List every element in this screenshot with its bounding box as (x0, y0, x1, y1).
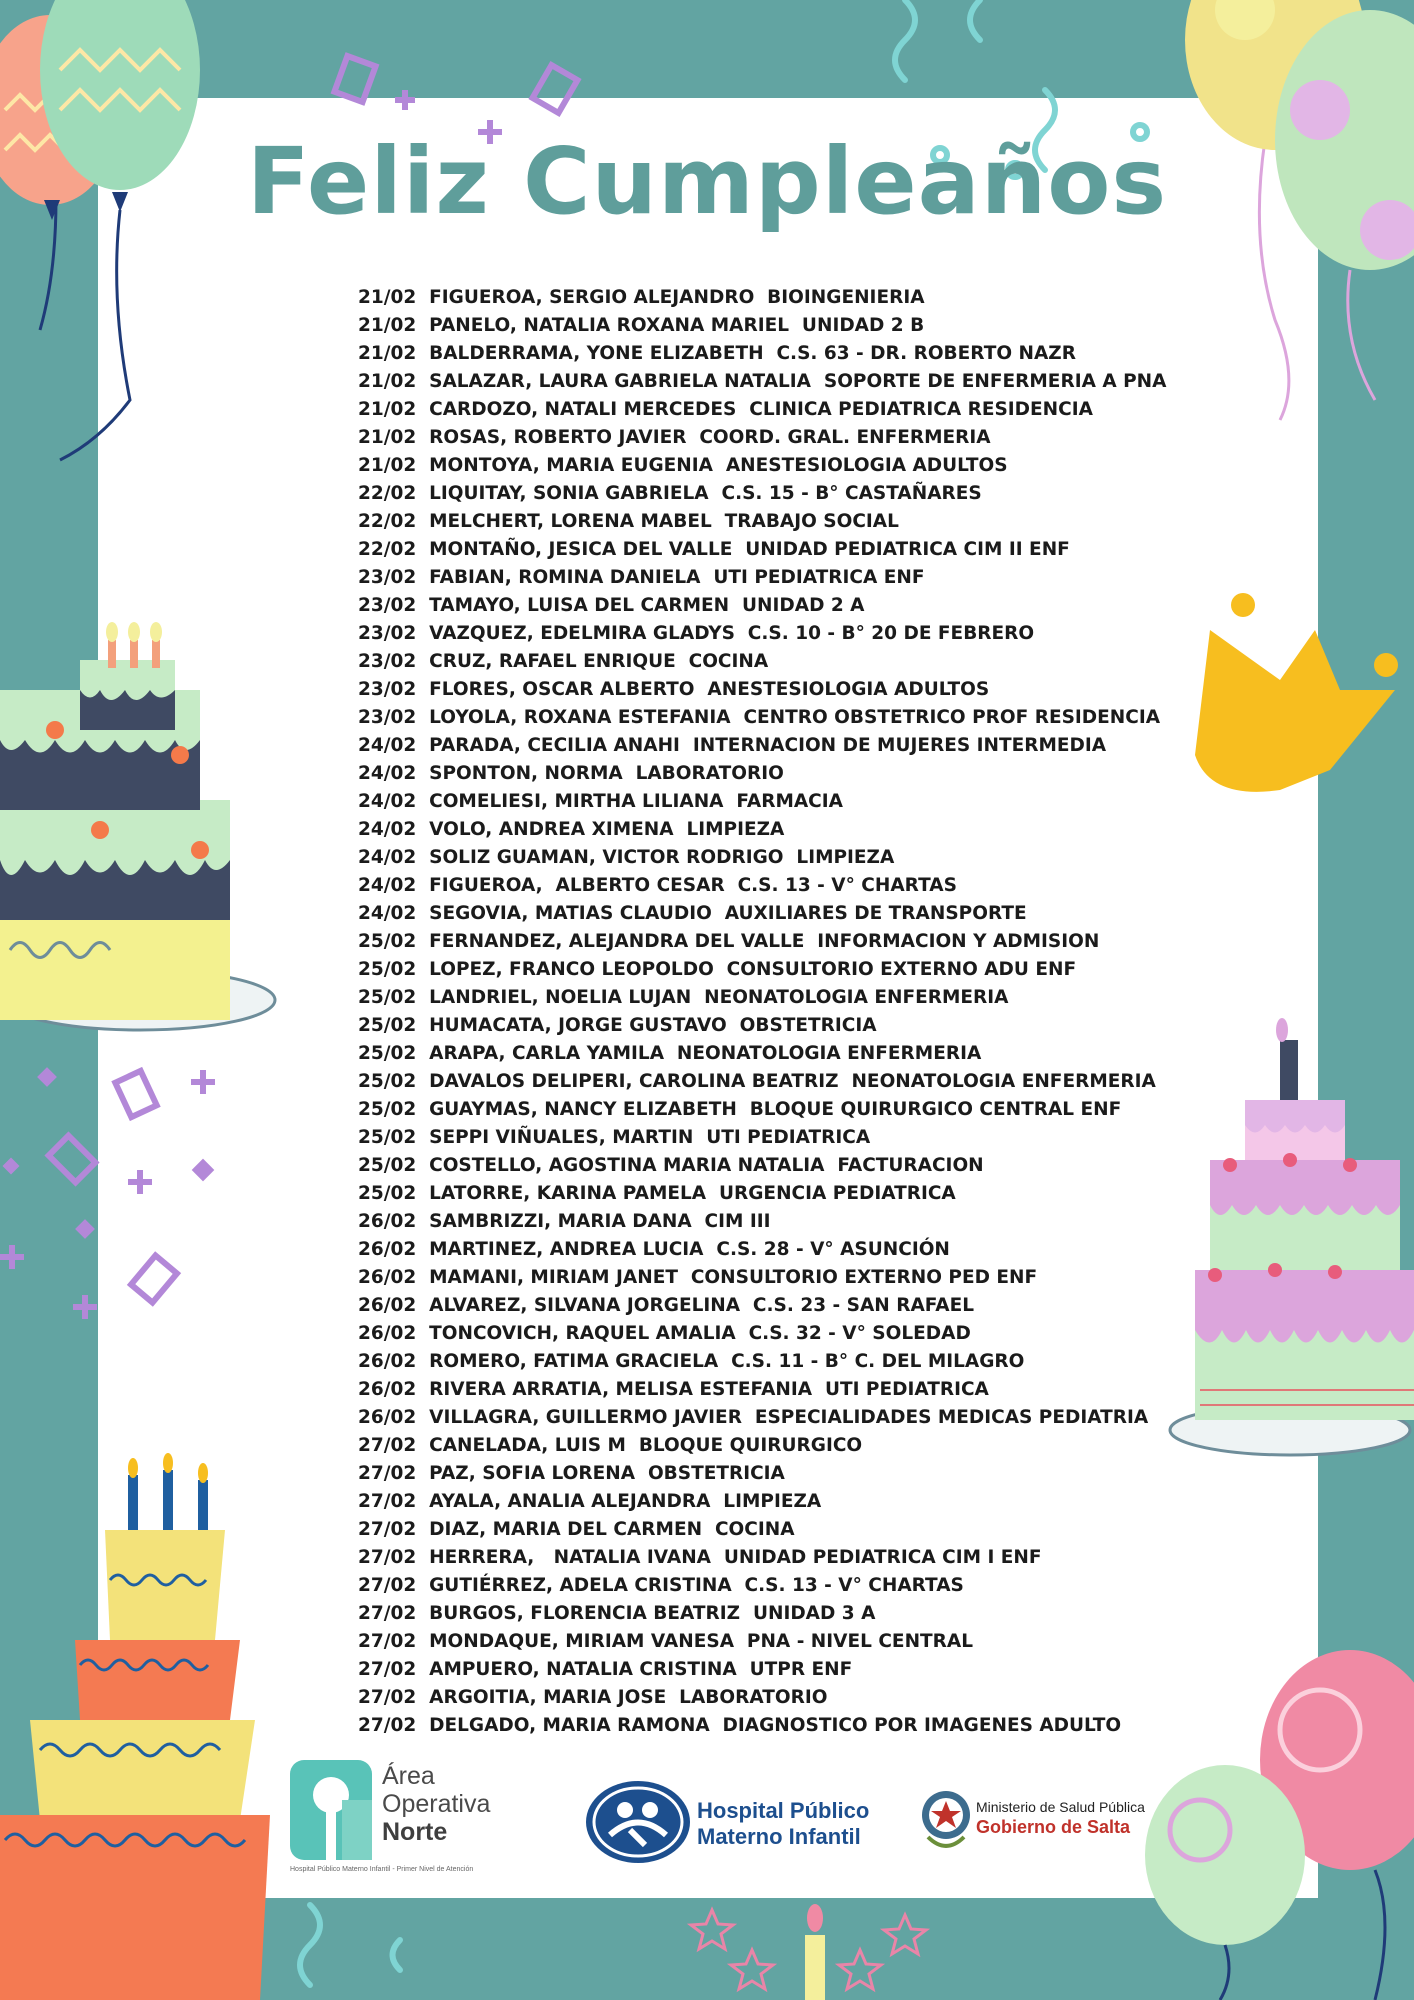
birthday-entry: 23/02 LOYOLA, ROXANA ESTEFANIA CENTRO OBSTETRICO PROF RESIDENCIA (358, 707, 1161, 728)
logo-gobierno-salta (920, 1785, 1155, 1855)
birthday-entry: 24/02 COMELIESI, MIRTHA LILIANA FARMACIA (358, 791, 843, 812)
birthday-entry: 27/02 AMPUERO, NATALIA CRISTINA UTPR ENF (358, 1659, 853, 1680)
birthday-entry: 22/02 LIQUITAY, SONIA GABRIELA C.S. 15 - B° CASTAÑARES (358, 483, 982, 504)
salta-emblem-icon (920, 1785, 972, 1851)
birthday-entry: 21/02 MONTOYA, MARIA EUGENIA ANESTESIOLOGIA ADULTOS (358, 455, 1008, 476)
logo-area-operativa-norte (290, 1760, 490, 1880)
birthday-entry: 24/02 SPONTON, NORMA LABORATORIO (358, 763, 784, 784)
birthday-list (358, 284, 1258, 1740)
birthday-entry: 25/02 ARAPA, CARLA YAMILA NEONATOLOGIA ENFERMERIA (358, 1043, 982, 1064)
hospital-line1: Hospital Público (697, 1798, 870, 1823)
birthday-entry: 21/02 FIGUEROA, SERGIO ALEJANDRO BIOINGENIERIA (358, 287, 925, 308)
birthday-entry: 27/02 DIAZ, MARIA DEL CARMEN COCINA (358, 1519, 795, 1540)
birthday-entry: 25/02 LANDRIEL, NOELIA LUJAN NEONATOLOGIA ENFERMERIA (358, 987, 1009, 1008)
birthday-entry: 27/02 HERRERA, NATALIA IVANA UNIDAD PEDIATRICA CIM I ENF (358, 1547, 1042, 1568)
birthday-entry: 26/02 SAMBRIZZI, MARIA DANA CIM III (358, 1211, 771, 1232)
birthday-entry: 27/02 ARGOITIA, MARIA JOSE LABORATORIO (358, 1687, 828, 1708)
confetti-left-icon (0, 1067, 215, 1319)
birthday-entry: 21/02 ROSAS, ROBERTO JAVIER COORD. GRAL. ENFERMERIA (358, 427, 991, 448)
birthday-entry: 26/02 MARTINEZ, ANDREA LUCIA C.S. 28 - V° ASUNCIÓN (358, 1239, 950, 1260)
area-operativa-icon (290, 1760, 372, 1860)
area-line2: Operativa (382, 1790, 491, 1818)
birthday-entry: 23/02 FLORES, OSCAR ALBERTO ANESTESIOLOGIA ADULTOS (358, 679, 990, 700)
birthday-entry: 25/02 SEPPI VIÑUALES, MARTIN UTI PEDIATRICA (358, 1127, 871, 1148)
birthday-entry: 21/02 BALDERRAMA, YONE ELIZABETH C.S. 63 - DR. ROBERTO NAZR (358, 343, 1076, 364)
birthday-entry: 25/02 COSTELLO, AGOSTINA MARIA NATALIA FACTURACION (358, 1155, 984, 1176)
birthday-entry: 26/02 VILLAGRA, GUILLERMO JAVIER ESPECIALIDADES MEDICAS PEDIATRIA (358, 1407, 1149, 1428)
birthday-entry: 25/02 LATORRE, KARINA PAMELA URGENCIA PEDIATRICA (358, 1183, 956, 1204)
birthday-entry: 27/02 PAZ, SOFIA LORENA OBSTETRICIA (358, 1463, 785, 1484)
birthday-entry: 26/02 ROMERO, FATIMA GRACIELA C.S. 11 - B° C. DEL MILAGRO (358, 1351, 1025, 1372)
hospital-emblem-icon (585, 1780, 691, 1864)
candle-bottom-icon (805, 1904, 825, 2000)
birthday-entry: 27/02 DELGADO, MARIA RAMONA DIAGNOSTICO POR IMAGENES ADULTO (358, 1715, 1122, 1736)
cake-bottom-left-icon (0, 1453, 270, 2000)
page-title: Feliz Cumpleaños (246, 128, 1168, 235)
birthday-entry: 27/02 MONDAQUE, MIRIAM VANESA PNA - NIVEL CENTRAL (358, 1631, 974, 1652)
birthday-entry: 27/02 AYALA, ANALIA ALEJANDRA LIMPIEZA (358, 1491, 822, 1512)
birthday-entry: 26/02 TONCOVICH, RAQUEL AMALIA C.S. 32 - V° SOLEDAD (358, 1323, 971, 1344)
birthday-entry: 22/02 MONTAÑO, JESICA DEL VALLE UNIDAD PEDIATRICA CIM II ENF (358, 539, 1070, 560)
birthday-entry: 23/02 TAMAYO, LUISA DEL CARMEN UNIDAD 2 A (358, 595, 865, 616)
birthday-entry: 24/02 FIGUEROA, ALBERTO CESAR C.S. 13 - V° CHARTAS (358, 875, 957, 896)
birthday-entry: 25/02 HUMACATA, JORGE GUSTAVO OBSTETRICIA (358, 1015, 877, 1036)
birthday-entry: 26/02 MAMANI, MIRIAM JANET CONSULTORIO EXTERNO PED ENF (358, 1267, 1038, 1288)
streamers-bottom-icon (300, 1905, 400, 1985)
area-sub: Hospital Público Materno Infantil - Primer Nivel de Atención (290, 1866, 474, 1873)
hospital-line2: Materno Infantil (697, 1824, 861, 1849)
birthday-entry: 23/02 FABIAN, ROMINA DANIELA UTI PEDIATRICA ENF (358, 567, 925, 588)
birthday-entry: 26/02 RIVERA ARRATIA, MELISA ESTEFANIA UTI PEDIATRICA (358, 1379, 989, 1400)
birthday-entry: 23/02 VAZQUEZ, EDELMIRA GLADYS C.S. 10 - B° 20 DE FEBRERO (358, 623, 1035, 644)
birthday-entry: 27/02 GUTIÉRREZ, ADELA CRISTINA C.S. 13 - V° CHARTAS (358, 1575, 964, 1596)
birthday-entry: 24/02 SOLIZ GUAMAN, VICTOR RODRIGO LIMPIEZA (358, 847, 895, 868)
birthday-entry: 25/02 DAVALOS DELIPERI, CAROLINA BEATRIZ NEONATOLOGIA ENFERMERIA (358, 1071, 1156, 1092)
birthday-entry: 22/02 MELCHERT, LORENA MABEL TRABAJO SOCIAL (358, 511, 899, 532)
birthday-entry: 26/02 ALVAREZ, SILVANA JORGELINA C.S. 23 - SAN RAFAEL (358, 1295, 975, 1316)
logo-hospital-materno-infantil (585, 1780, 870, 1864)
birthday-entry: 24/02 PARADA, CECILIA ANAHI INTERNACION DE MUJERES INTERMEDIA (358, 735, 1107, 756)
area-line1: Área (382, 1762, 435, 1790)
cake-left-icon (0, 622, 275, 1030)
birthday-entry: 27/02 BURGOS, FLORENCIA BEATRIZ UNIDAD 3 A (358, 1603, 876, 1624)
birthday-entry: 21/02 CARDOZO, NATALI MERCEDES CLINICA PEDIATRICA RESIDENCIA (358, 399, 1093, 420)
birthday-entry: 24/02 VOLO, ANDREA XIMENA LIMPIEZA (358, 819, 785, 840)
birthday-entry: 25/02 LOPEZ, FRANCO LEOPOLDO CONSULTORIO EXTERNO ADU ENF (358, 959, 1077, 980)
birthday-entry: 27/02 CANELADA, LUIS M BLOQUE QUIRURGICO (358, 1435, 863, 1456)
birthday-entry: 25/02 GUAYMAS, NANCY ELIZABETH BLOQUE QUIRURGICO CENTRAL ENF (358, 1099, 1122, 1120)
birthday-entry: 23/02 CRUZ, RAFAEL ENRIQUE COCINA (358, 651, 769, 672)
gobierno-line1: Ministerio de Salud Pública (976, 1799, 1145, 1815)
birthday-entry: 21/02 SALAZAR, LAURA GABRIELA NATALIA SOPORTE DE ENFERMERIA A PNA (358, 371, 1167, 392)
area-line3: Norte (382, 1818, 448, 1846)
birthday-entry: 24/02 SEGOVIA, MATIAS CLAUDIO AUXILIARES DE TRANSPORTE (358, 903, 1027, 924)
gobierno-line2: Gobierno de Salta (976, 1817, 1131, 1837)
birthday-entry: 25/02 FERNANDEZ, ALEJANDRA DEL VALLE INFORMACION Y ADMISION (358, 931, 1100, 952)
birthday-entry: 21/02 PANELO, NATALIA ROXANA MARIEL UNIDAD 2 B (358, 315, 925, 336)
